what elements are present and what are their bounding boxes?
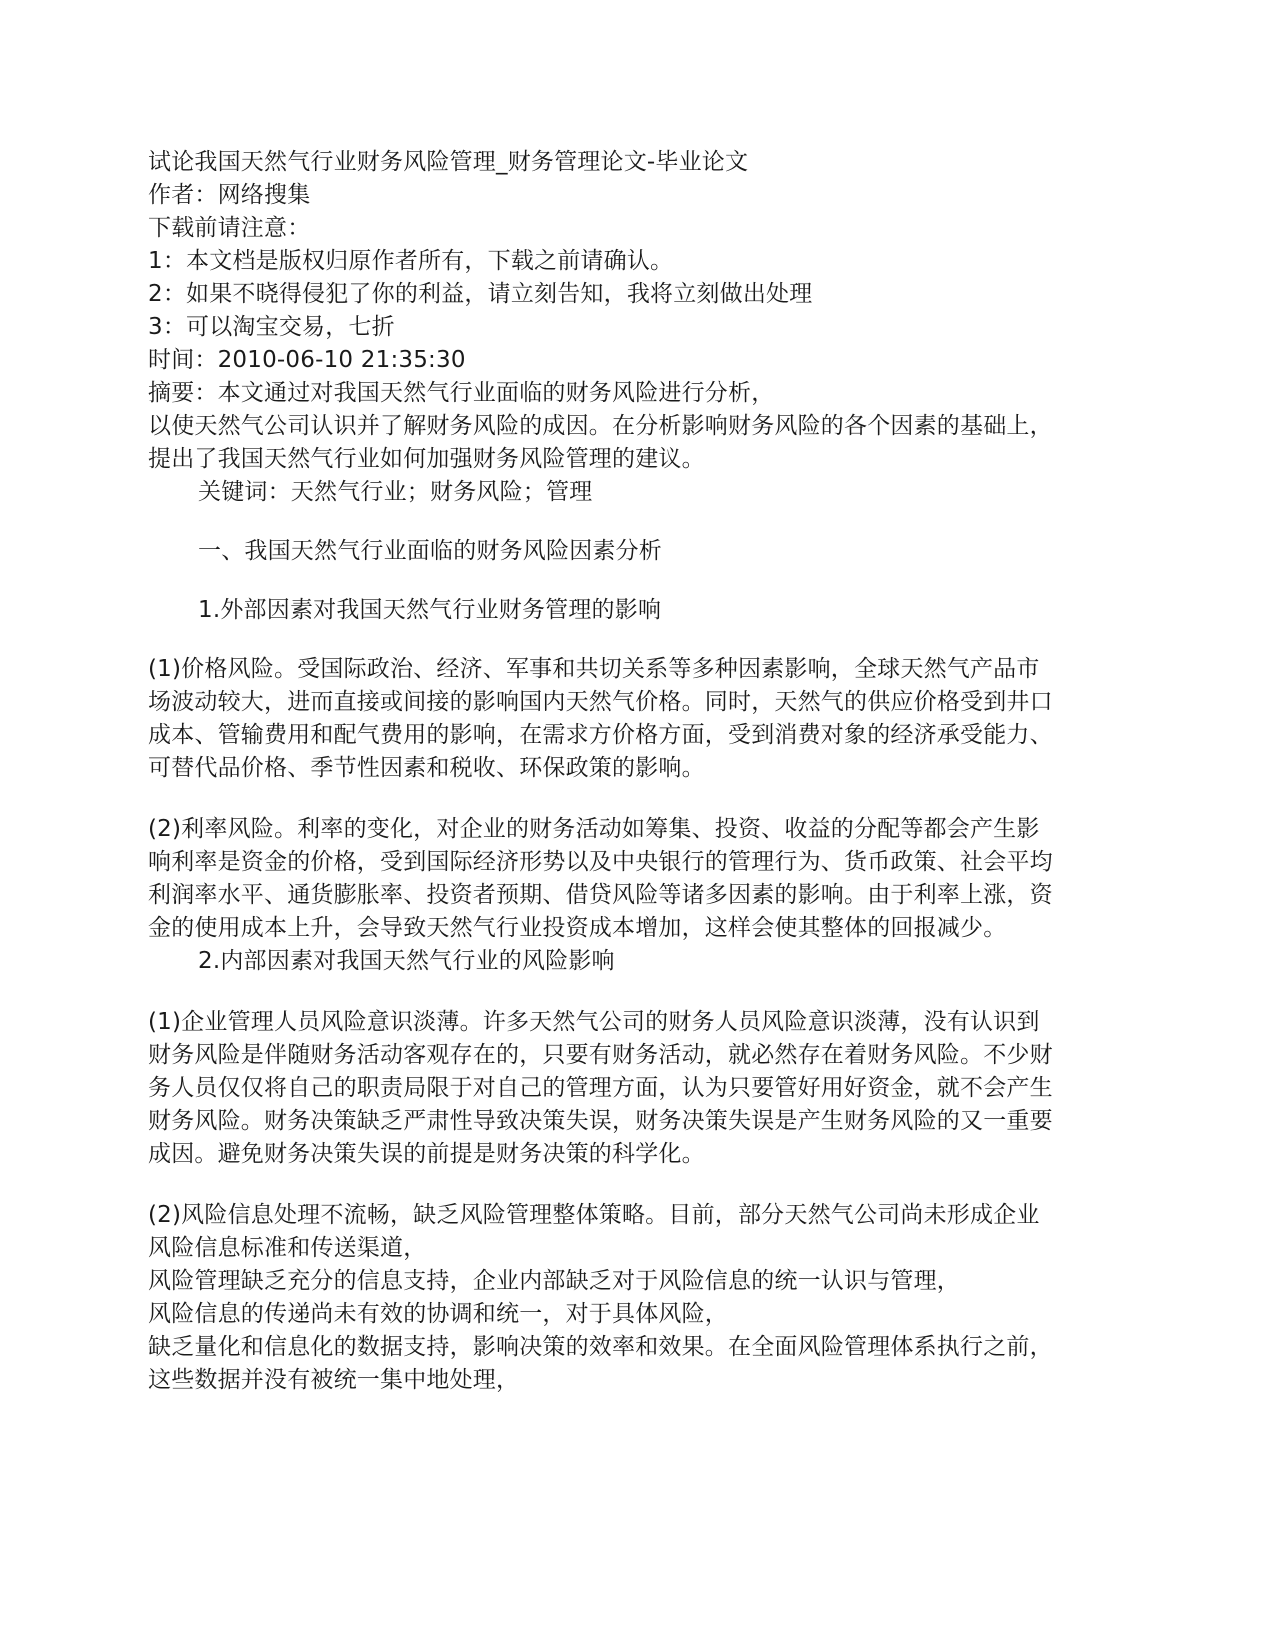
paragraph-line: (2)利率风险。利率的变化，对企业的财务活动如筹集、投资、收益的分配等都会产生影 bbox=[148, 816, 1040, 842]
paragraph-line: 可替代品价格、季节性因素和税收、环保政策的影响。 bbox=[148, 755, 705, 781]
abstract-line: 摘要：本文通过对我国天然气行业面临的财务风险进行分析， bbox=[148, 380, 775, 406]
subsection-heading: 2.内部因素对我国天然气行业的风险影响 bbox=[198, 948, 615, 974]
section-heading: 一、我国天然气行业面临的财务风险因素分析 bbox=[198, 538, 662, 564]
paragraph-line: 风险信息的传递尚未有效的协调和统一，对于具体风险， bbox=[148, 1301, 728, 1327]
paragraph-line: 成本、管输费用和配气费用的影响，在需求方价格方面，受到消费对象的经济承受能力、 bbox=[148, 722, 1053, 748]
paragraph-line: 财务风险。财务决策缺乏严肃性导致决策失误，财务决策失误是产生财务风险的又一重要 bbox=[148, 1108, 1053, 1134]
paragraph-management-awareness bbox=[148, 1006, 1128, 1171]
paragraph-line: 财务风险是伴随财务活动客观存在的，只要有财务活动，就必然存在着财务风险。不少财 bbox=[148, 1042, 1053, 1068]
paragraph-line: 金的使用成本上升，会导致天然气行业投资成本增加，这样会使其整体的回报减少。 bbox=[148, 915, 1007, 941]
paragraph-interest-risk bbox=[148, 813, 1128, 945]
notice-heading: 下载前请注意： bbox=[148, 215, 311, 241]
document-page bbox=[148, 146, 1128, 1397]
paragraph-line: 这些数据并没有被统一集中地处理， bbox=[148, 1367, 520, 1393]
author-line: 作者：网络搜集 bbox=[148, 182, 311, 208]
paragraph-line: (2)风险信息处理不流畅，缺乏风险管理整体策略。目前，部分天然气公司尚未形成企业 bbox=[148, 1202, 1040, 1228]
paragraph-line: 风险管理缺乏充分的信息支持，企业内部缺乏对于风险信息的统一认识与管理， bbox=[148, 1268, 960, 1294]
paragraph-line: 利润率水平、通货膨胀率、投资者预期、借贷风险等诸多因素的影响。由于利率上涨，资 bbox=[148, 882, 1053, 908]
paragraph-price-risk bbox=[148, 653, 1128, 785]
abstract-block bbox=[148, 377, 1128, 509]
notice-item: 2：如果不晓得侵犯了你的利益，请立刻告知，我将立刻做出处理 bbox=[148, 281, 813, 307]
paragraph-line: (1)价格风险。受国际政治、经济、军事和共切关系等多种因素影响，全球天然气产品市 bbox=[148, 656, 1040, 682]
paragraph-line: 风险信息标准和传送渠道， bbox=[148, 1235, 427, 1261]
paragraph-line: (1)企业管理人员风险意识淡薄。许多天然气公司的财务人员风险意识淡薄，没有认识到 bbox=[148, 1009, 1040, 1035]
document-title: 试论我国天然气行业财务风险管理_财务管理论文-毕业论文 bbox=[148, 149, 749, 175]
subsection-heading: 1.外部因素对我国天然气行业财务管理的影响 bbox=[198, 597, 662, 623]
time-line: 时间：2010-06-10 21:35:30 bbox=[148, 347, 466, 373]
paragraph-line: 成因。避免财务决策失误的前提是财务决策的科学化。 bbox=[148, 1141, 705, 1167]
paragraph-line: 场波动较大，进而直接或间接的影响国内天然气价格。同时，天然气的供应价格受到井口 bbox=[148, 689, 1053, 715]
paragraph-line: 缺乏量化和信息化的数据支持，影响决策的效率和效果。在全面风险管理体系执行之前， bbox=[148, 1334, 1053, 1360]
paragraph-line: 响利率是资金的价格，受到国际经济形势以及中央银行的管理行为、货币政策、社会平均 bbox=[148, 849, 1053, 875]
header-block bbox=[148, 146, 1128, 377]
keywords-line: 关键词：天然气行业；财务风险；管理 bbox=[198, 479, 593, 505]
paragraph-line: 务人员仅仅将自己的职责局限于对自己的管理方面，认为只要管好用好资金，就不会产生 bbox=[148, 1075, 1053, 1101]
notice-item: 3：可以淘宝交易，七折 bbox=[148, 314, 395, 340]
abstract-line: 以使天然气公司认识并了解财务风险的成因。在分析影响财务风险的各个因素的基础上， bbox=[148, 413, 1053, 439]
paragraph-risk-information bbox=[148, 1199, 1128, 1397]
notice-item: 1：本文档是版权归原作者所有，下载之前请确认。 bbox=[148, 248, 674, 274]
abstract-line: 提出了我国天然气行业如何加强财务风险管理的建议。 bbox=[148, 446, 705, 472]
